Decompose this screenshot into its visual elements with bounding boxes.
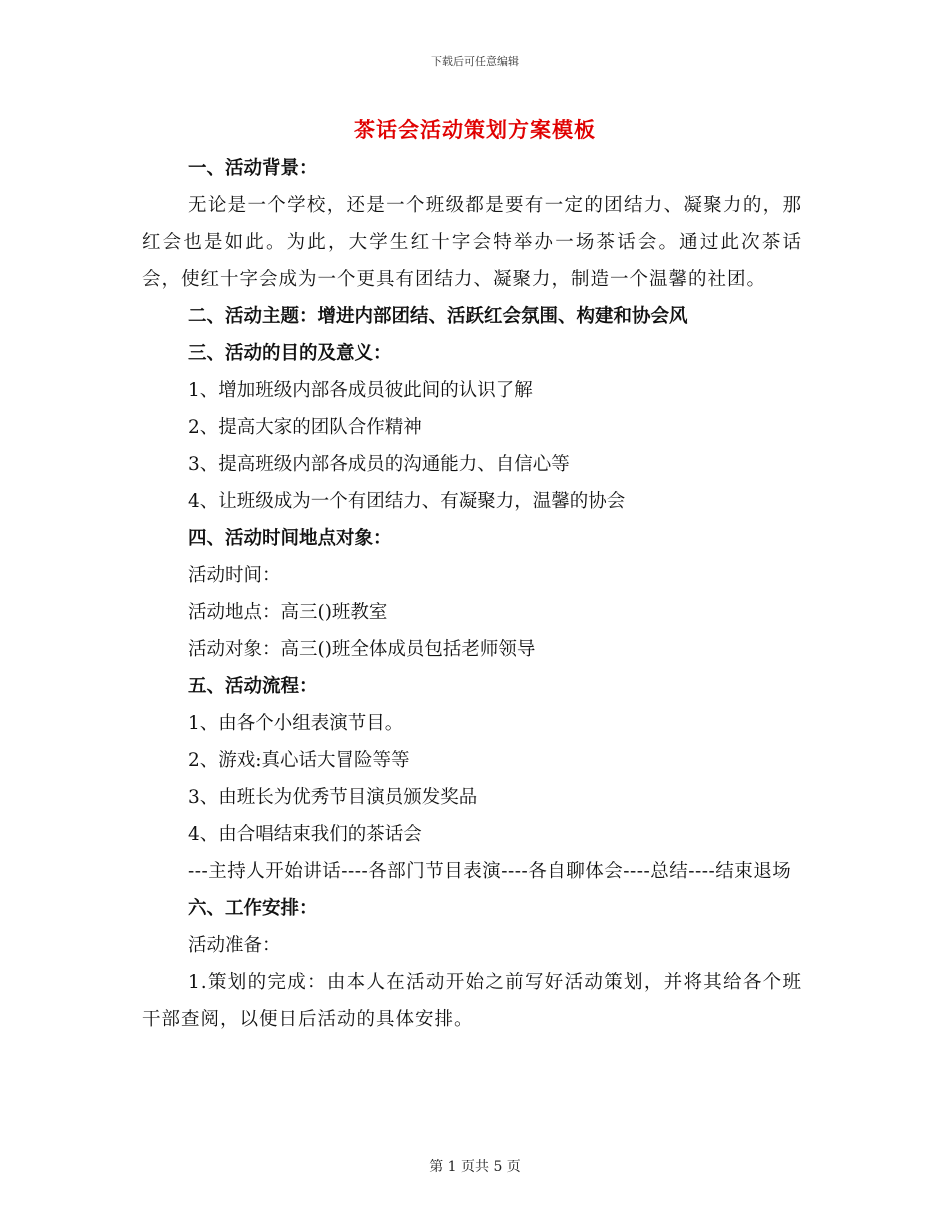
list-item: 1、增加班级内部各成员彼此间的认识了解 [188, 380, 533, 401]
section-4-heading: 四、活动时间地点对象： [188, 528, 392, 549]
section-1-paragraph: 无论是一个学校，还是一个班级都是要有一定的团结力、凝聚力的，那红会也是如此。为此，大学生红十字会特举办一场茶话会。通过此次茶话会，使红十字会成为一个更具有团结力、凝聚力，制造一个温馨的社团。 [142, 195, 802, 290]
activity-preparation-label: 活动准备： [188, 935, 281, 956]
section-3-heading: 三、活动的目的及意义： [188, 343, 392, 364]
section-6-paragraph: 1.策划的完成：由本人在活动开始之前写好活动策划，并将其给各个班干部查阅，以便日后活动的具体安排。 [142, 972, 802, 1030]
document-body [142, 150, 802, 1038]
list-item: 4、让班级成为一个有团结力、有凝聚力，温馨的协会 [188, 491, 626, 512]
page-header-note: 下载后可任意编辑 [431, 55, 519, 68]
flow-sequence: ---主持人开始讲话----各部门节目表演----各自聊体会----总结----结束退场 [188, 861, 792, 882]
section-1-heading: 一、活动背景： [188, 158, 318, 179]
list-item: 1、由各个小组表演节目。 [188, 713, 404, 734]
section-5-heading: 五、活动流程： [188, 676, 318, 697]
list-item: 4、由合唱结束我们的茶话会 [188, 824, 422, 845]
list-item: 3、提高班级内部各成员的沟通能力、自信心等 [188, 454, 570, 475]
page-number: 第 1 页共 5 页 [429, 1159, 521, 1175]
section-6-heading: 六、工作安排： [188, 898, 318, 919]
list-item: 2、游戏:真心话大冒险等等 [188, 750, 410, 771]
section-2-heading: 二、活动主题：增进内部团结、活跃红会氛围、构建和协会风 [188, 306, 688, 327]
list-item: 2、提高大家的团队合作精神 [188, 417, 422, 438]
activity-target: 活动对象：高三()班全体成员包括老师领导 [188, 639, 536, 660]
activity-time: 活动时间： [188, 565, 281, 586]
activity-place: 活动地点：高三()班教室 [188, 602, 388, 623]
list-item: 3、由班长为优秀节目演员颁发奖品 [188, 787, 478, 808]
document-title: 茶话会活动策划方案模板 [354, 117, 596, 142]
